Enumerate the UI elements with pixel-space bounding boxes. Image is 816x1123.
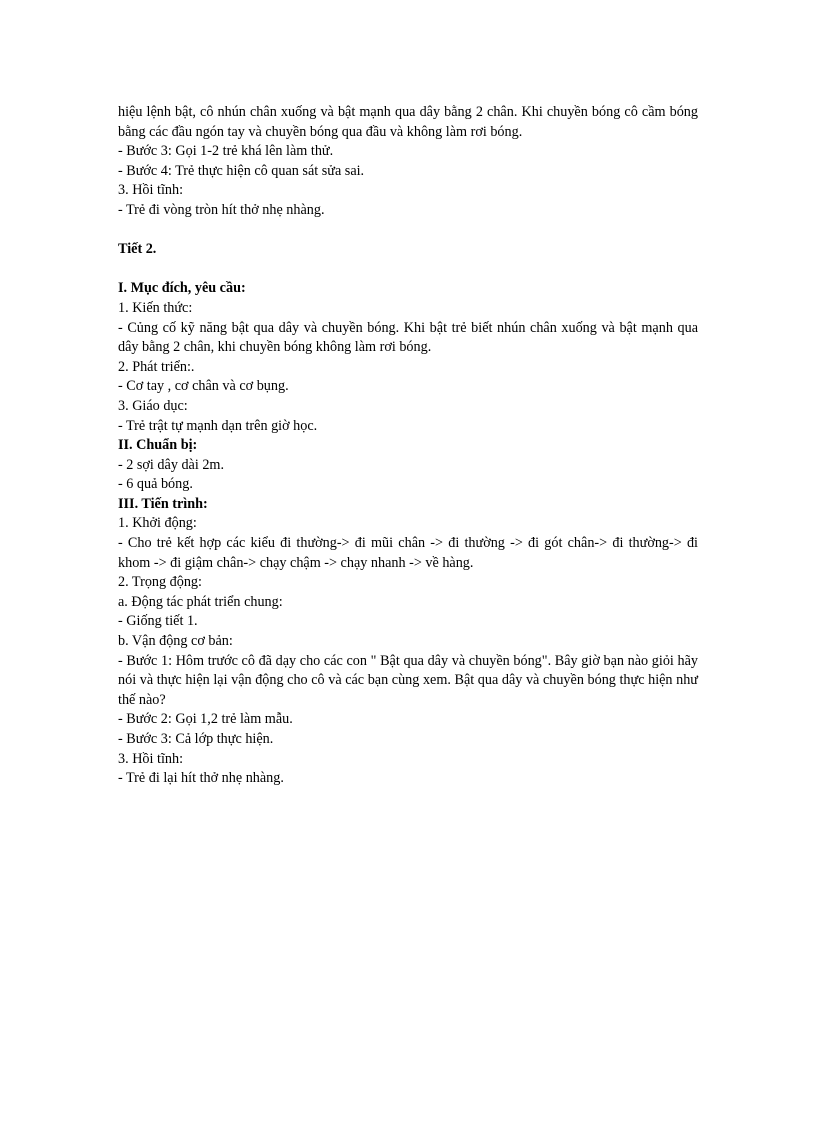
spacer [118, 260, 698, 280]
basic-step-3: - Bước 3: Cả lớp thực hiện. [118, 731, 274, 747]
lesson-title: Tiết 2. [118, 241, 157, 258]
section-1-heading: I. Mục đích, yêu cầu: [118, 280, 246, 297]
prep-item-2: - 6 quả bóng. [118, 476, 193, 493]
general-exercise-heading: a. Động tác phát triển chung: [118, 593, 283, 610]
education-heading: 3. Giáo dục: [118, 397, 188, 414]
knowledge-text: - Củng cố kỹ năng bật qua dây và chuyền bóng. Khi bật trẻ biết nhún chân xuống và bật mạnh qua dây bằng 2 chân, khi chuyền bóng không làm rơi bóng. [118, 319, 698, 356]
paragraph-intro: hiệu lệnh bật, cô nhún chân xuống và bật mạnh qua dây bằng 2 chân. Khi chuyền bóng cô cầm bóng bằng các đầu ngón tay và chuyền bóng qua đầu và không làm rơi bóng. [118, 104, 698, 140]
calm-heading: 3. Hồi tĩnh: [118, 182, 184, 199]
section-3-heading: III. Tiến trình: [118, 495, 208, 512]
cooldown-heading: 3. Hồi tĩnh: [118, 750, 184, 767]
general-exercise-text: - Giống tiết 1. [118, 613, 198, 630]
section-2-heading: II. Chuẩn bị: [118, 437, 198, 454]
document-page [118, 103, 698, 789]
cooldown-text: - Trẻ đi lại hít thở nhẹ nhàng. [118, 770, 284, 787]
education-text: - Trẻ trật tự mạnh dạn trên giờ học. [118, 417, 318, 434]
knowledge-heading: 1. Kiến thức: [118, 299, 193, 316]
main-heading: 2. Trọng động: [118, 574, 202, 591]
develop-heading: 2. Phát triển:. [118, 358, 195, 375]
basic-step-2: - Bước 2: Gọi 1,2 trẻ làm mẫu. [118, 711, 293, 728]
warmup-text: - Cho trẻ kết hợp các kiểu đi thường-> đi mũi chân -> đi thường -> đi gót chân-> đi thường-> đi khom -> đi giậm chân-> chạy chậm -> chạy nhanh -> về hàng. [118, 535, 698, 571]
develop-text: - Cơ tay , cơ chân và cơ bụng. [118, 378, 289, 395]
step-3-line: - Bước 3: Gọi 1-2 trẻ khá lên làm thử. [118, 143, 334, 160]
basic-step-1: - Bước 1: Hôm trước cô đã dạy cho các con " Bật qua dây và chuyền bóng". Bây giờ bạn nào giỏi hãy nói và thực hiện lại vận động cho cô và các bạn cùng xem. Bật qua dây và chuyền bóng thực hiện như thế nào? [118, 652, 698, 708]
prep-item-1: - 2 sợi dây dài 2m. [118, 456, 225, 473]
step-4-line: - Bước 4: Trẻ thực hiện cô quan sát sửa sai. [118, 162, 365, 179]
calm-text: - Trẻ đi vòng tròn hít thở nhẹ nhàng. [118, 201, 325, 218]
spacer [118, 221, 698, 241]
warmup-heading: 1. Khởi động: [118, 515, 197, 532]
basic-movement-heading: b. Vận động cơ bản: [118, 633, 233, 650]
